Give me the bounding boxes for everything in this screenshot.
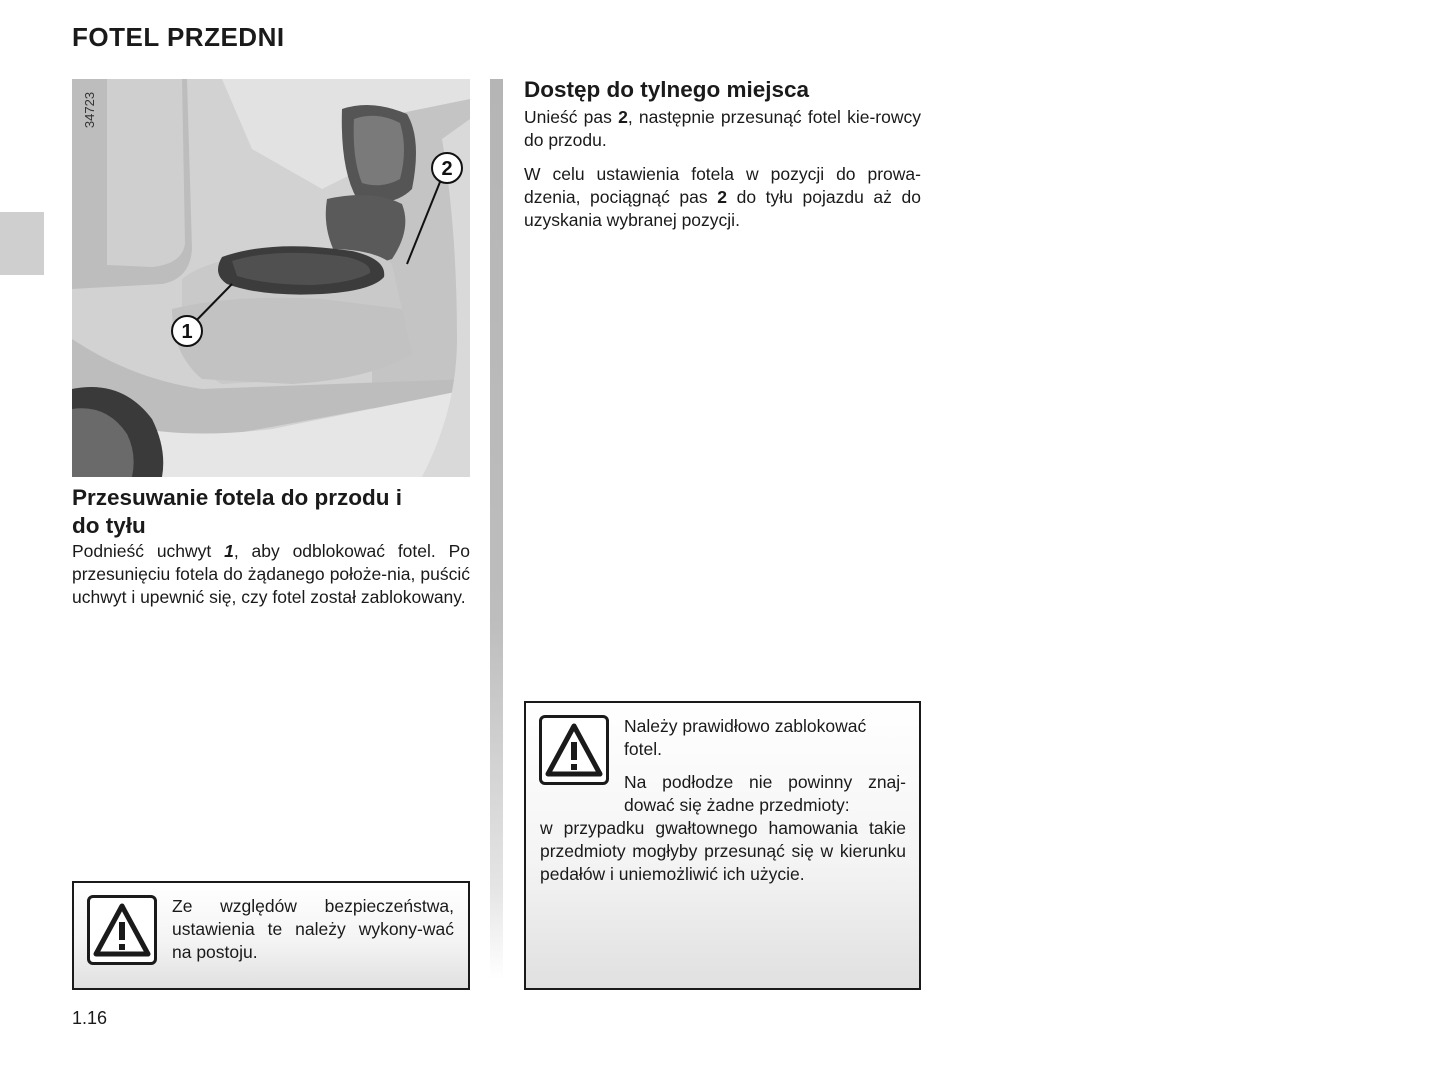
warning-text: Należy prawidłowo zablokować fotel. xyxy=(624,716,867,759)
warning-triangle-icon xyxy=(539,715,609,785)
text-part: Unieść pas xyxy=(524,107,619,127)
warning-triangle-icon xyxy=(87,895,157,965)
section-seat-adjustment xyxy=(72,484,470,609)
warning-text: w przypadku gwałtownego hamowania takie przedmioty mogłyby przesunąć się w kierunku pedałów i uniemożliwić ich użycie. xyxy=(540,818,906,884)
rear-access-paragraph-2 xyxy=(524,163,921,232)
warning-box-floor-objects xyxy=(524,701,921,990)
strap-reference: 2 xyxy=(717,187,727,207)
text-part: , aby odblokować fotel. Po przesunięciu fotela do żądanego położe-nia, puścić uchwyt i upewnić się, czy fotel został zablokowany. xyxy=(72,541,470,607)
section-side-tab xyxy=(0,212,44,275)
page-title: FOTEL PRZEDNI xyxy=(72,22,285,52)
rear-access-paragraph-1 xyxy=(524,106,921,152)
column-divider xyxy=(490,79,503,979)
section-heading: Dostęp do tylnego miejsca xyxy=(524,77,810,102)
warning-box-adjust-when-stationary xyxy=(72,881,470,990)
text-part: Podnieść uchwyt xyxy=(72,541,225,561)
text-part: W celu ustawienia fotela w pozycji do prowa-dzenia, pociągnąć pas xyxy=(524,164,921,207)
seat-drawing xyxy=(72,79,470,477)
callout-2-label: 2 xyxy=(441,158,453,180)
callout-1-label: 1 xyxy=(181,321,193,343)
heading-line-2: do tyłu xyxy=(72,513,146,538)
figure-reference-code: 34723 xyxy=(82,91,97,129)
page-number: 1.16 xyxy=(72,1008,108,1028)
warning-text: Na podłodze nie powinny znaj-dować się żadne przedmioty: xyxy=(624,772,906,815)
text-part: , następnie przesunąć fotel kie-rowcy do przodu. xyxy=(524,107,922,150)
strap-reference: 2 xyxy=(618,107,628,127)
section-rear-access xyxy=(524,76,921,232)
handle-reference: 1 xyxy=(224,541,234,561)
section-heading xyxy=(72,484,470,540)
text-part: do tyłu pojazdu aż do uzyskania wybranej pozycji. xyxy=(524,187,921,230)
warning-text: Ze względów bezpieczeństwa, ustawienia te należy wykony-wać na postoju. xyxy=(172,896,454,962)
seat-illustration xyxy=(72,79,470,477)
seat-adjustment-text xyxy=(72,540,470,609)
heading-line-1: Przesuwanie fotela do przodu i xyxy=(72,485,403,510)
